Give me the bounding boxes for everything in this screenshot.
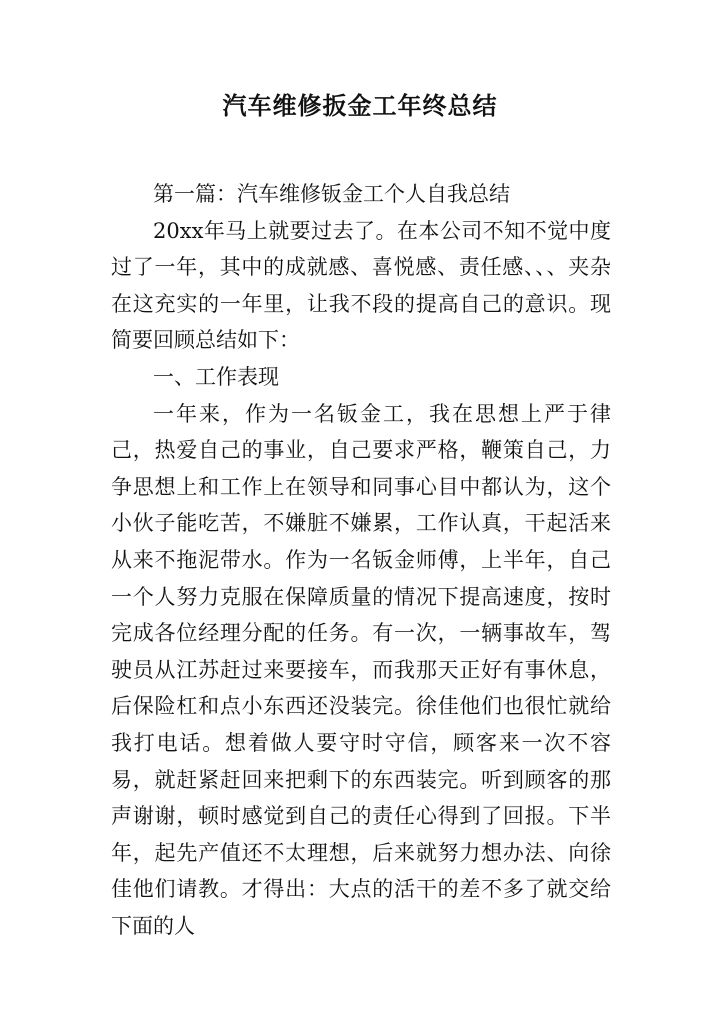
subsection-heading: 一、工作表现	[153, 364, 279, 389]
paragraph: 一年来，作为一名钣金工，我在思想上严于律己，热爱自己的事业，自己要求严格，鞭策自己，力争思想上和工作上在领导和同事心目中都认为，这个小伙子能吃苦，不嫌脏不嫌累，工作认真，干起活来从来不拖泥带水。作为一名钣金师傅，上半年，自己一个人努力克服在保障质量的情况下提高速度，按时完成各位经理分配的任务。有一次，一辆事故车，驾驶员从江苏赶过来要接车，而我那天正好有事休息，后保险杠和点小东西还没装完。徐佳他们也很忙就给我打电话。想着做人要守时守信，顾客来一次不容易，就赶紧赶回来把剩下的东西装完。听到顾客的那声谢谢，顿时感觉到自己的责任心得到了回报。下半年，起先产值还不太理想，后来就努力想办法、向徐佳他们请教。才得出：大点的活干的差不多了就交给下面的人	[111, 401, 611, 938]
document-body	[111, 176, 611, 944]
paragraph: 20xx年马上就要过去了。在本公司不知不觉中度过了一年，其中的成就感、喜悦感、责任感、、、夹杂在这充实的一年里，让我不段的提高自己的意识。现简要回顾总结如下：	[111, 218, 611, 353]
section-heading: 第一篇：汽车维修钣金工个人自我总结	[153, 182, 510, 206]
document-title: 汽车维修扳金工年终总结	[222, 92, 498, 120]
